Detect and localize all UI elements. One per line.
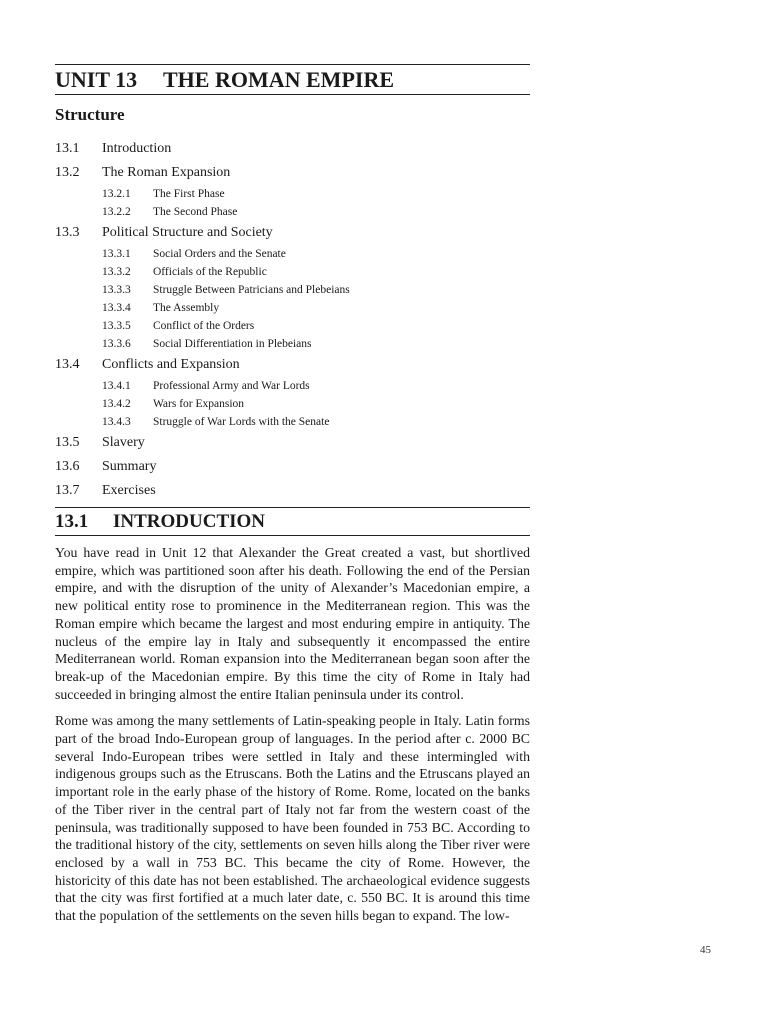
toc-subentry [55, 263, 530, 281]
section-bottom-rule [55, 535, 530, 536]
toc-subentry-label: Social Orders and the Senate [153, 248, 286, 260]
toc-subentry [55, 203, 530, 221]
toc-subentry-number: 13.3.3 [102, 284, 131, 296]
toc-entry-number: 13.1 [55, 141, 80, 156]
section-title: INTRODUCTION [113, 511, 266, 532]
toc-subentry-number: 13.3.4 [102, 302, 131, 314]
toc-entry-label: Slavery [102, 435, 145, 450]
toc-subentry-label: The Assembly [153, 302, 220, 314]
toc-subentry-label: Social Differentiation in Plebeians [153, 338, 312, 350]
toc-subentry-label: The Second Phase [153, 206, 238, 218]
toc-subentry-label: Conflict of the Orders [153, 320, 255, 332]
page-number: 45 [700, 944, 711, 956]
unit-title-rule [55, 94, 530, 95]
toc-entry-number: 13.4 [55, 357, 80, 372]
toc-entry [55, 161, 530, 185]
toc-subentry-label: Wars for Expansion [153, 398, 245, 410]
toc-subentry-number: 13.2.1 [102, 188, 131, 200]
toc-subentry-label: Officials of the Republic [153, 266, 267, 278]
toc-entry-label: Conflicts and Expansion [102, 357, 240, 372]
table-of-contents [55, 137, 530, 503]
toc-entry [55, 479, 530, 503]
toc-subentry [55, 185, 530, 203]
toc-subentry [55, 335, 530, 353]
section-number: 13.1 [55, 511, 89, 532]
toc-subentry [55, 413, 530, 431]
toc-subentry [55, 281, 530, 299]
unit-number: UNIT 13 [55, 67, 138, 92]
toc-subentry [55, 317, 530, 335]
toc-entry-number: 13.6 [55, 459, 80, 474]
toc-subentry-number: 13.3.1 [102, 248, 131, 260]
toc-subentry-number: 13.3.5 [102, 320, 131, 332]
toc-entry-label: Exercises [102, 483, 156, 498]
toc-subentry-number: 13.3.6 [102, 338, 131, 350]
toc-entry [55, 455, 530, 479]
toc-entry-label: Political Structure and Society [102, 225, 273, 240]
toc-subentry-label: Professional Army and War Lords [153, 380, 310, 392]
paragraph-1: You have read in Unit 12 that Alexander the Great created a vast, but shortlived empire, which was partitioned soon after his death. Following the end of the Persian empire, and with the disruption of the unity of Alexander’s Macedonian empire, a new political entity rose to prominence in the Mediterranean region. This was the Roman empire which became the largest and most enduring empire in antiquity. The nucleus of the empire lay in Italy and subsequently it encompassed the entire Mediterranean world. Roman expansion into the Mediterranean began soon after the break-up of the Macedonian empire. By this time the city of Rome in Italy had succeeded in bringing almost the entire Italian peninsula under its control. [55, 545, 530, 702]
toc-subentry-label: Struggle Between Patricians and Plebeians [153, 284, 350, 296]
toc-subentry-number: 13.2.2 [102, 206, 131, 218]
toc-entry [55, 431, 530, 455]
toc-entry-number: 13.3 [55, 225, 80, 240]
section-heading [55, 508, 530, 535]
toc-subentry [55, 245, 530, 263]
toc-subentry-number: 13.3.2 [102, 266, 131, 278]
toc-subentry [55, 299, 530, 317]
toc-subentry [55, 377, 530, 395]
toc-entry-number: 13.2 [55, 165, 80, 180]
document-page [55, 64, 530, 925]
toc-entry-label: Introduction [102, 141, 172, 156]
toc-entry-label: Summary [102, 459, 157, 474]
toc-entry [55, 137, 530, 161]
toc-entry-label: The Roman Expansion [102, 165, 231, 180]
toc-subentry-number: 13.4.3 [102, 416, 131, 428]
toc-subentry-number: 13.4.2 [102, 398, 131, 410]
toc-subentry-number: 13.4.1 [102, 380, 131, 392]
paragraph-2: Rome was among the many settlements of Latin-speaking people in Italy. Latin forms part of the broad Indo-European group of languages. In the period after c. 2000 BC several Indo-European tribes were settled in Italy and these intermingled with indigenous groups such as the Etruscans. Both the Latins and the Etruscans played an important role in the early phase of the history of Rome. Rome, located on the banks of the Tiber river in the central part of Italy not far from the western coast of the peninsula, was traditionally supposed to have been founded in 753 BC. According to the traditional history of the city, settlements on seven hills along the Tiber river were enclosed by a wall in 753 BC. This became the city of Rome. However, the historicity of this date has not been established. The archaeological evidence suggests that the city was first fortified at a much later date, c. 550 BC. It is around this time that the population of the settlements on the seven hills began to expand. The low- [55, 713, 530, 924]
toc-subentry-label: Struggle of War Lords with the Senate [153, 416, 330, 428]
structure-heading: Structure [55, 105, 125, 124]
toc-entry-number: 13.7 [55, 483, 80, 498]
toc-entry-number: 13.5 [55, 435, 80, 450]
toc-subentry [55, 395, 530, 413]
toc-entry [55, 353, 530, 377]
unit-title-text: THE ROMAN EMPIRE [163, 67, 394, 92]
toc-subentry-label: The First Phase [153, 188, 225, 200]
toc-entry [55, 221, 530, 245]
unit-title [55, 65, 530, 94]
